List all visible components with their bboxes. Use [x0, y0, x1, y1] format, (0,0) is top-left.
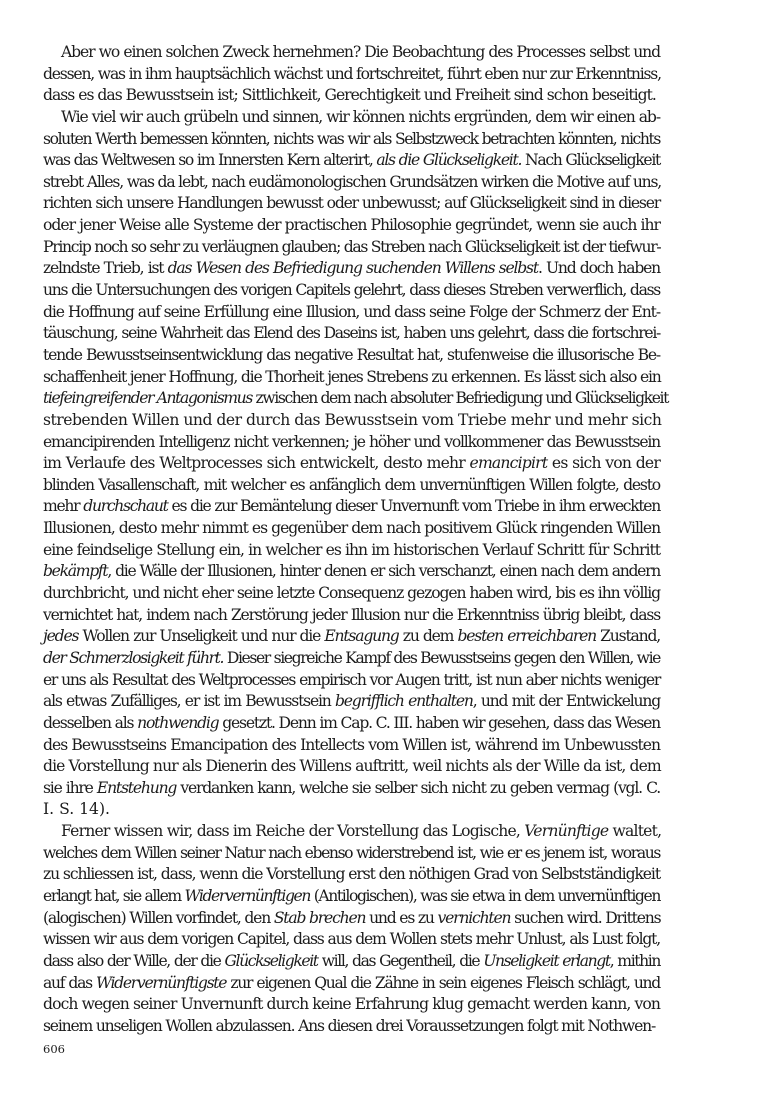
italic-text: Unseligkeit erlangt	[483, 951, 610, 970]
text-span: im Verlaufe des Weltprocesses sich entwickelt, desto mehr	[43, 454, 470, 473]
text-span: Wie viel wir auch grübeln und sinnen, wir können nichts ergründen, dem wir einen ab-	[61, 107, 660, 126]
text-span: durchbricht, und nicht eher seine letzte Consequenz gezogen haben wird, bis es ihn völlig	[43, 584, 660, 603]
text-line	[43, 778, 660, 800]
text-line	[43, 410, 660, 432]
text-span: es die zur Bemäntelung dieser Unvernunft vom Triebe in ihm erweckten	[167, 497, 660, 516]
text-line	[43, 561, 660, 583]
text-span: , mithin	[609, 951, 661, 970]
text-span: die Hoffnung auf seine Erfüllung eine Illusion, und dass seine Folge der Schmerz der Ent-	[43, 302, 660, 321]
text-span: Ferner wissen wir, dass im Reiche der Vorstellung das Logische,	[61, 822, 525, 841]
italic-text: durchschaut	[83, 497, 168, 516]
text-span: täuschung, seine Wahrheit das Elend des Daseins ist, haben uns gelehrt, dass die fortschrei-	[43, 324, 660, 343]
text-line	[43, 756, 660, 778]
italic-text: tiefeingreifender Antagonismus	[43, 389, 252, 408]
text-line	[43, 129, 660, 151]
text-span: verdanken kann, welche sie selber sich nicht zu geben vermag (vgl. C.	[176, 778, 660, 797]
italic-text: Widervernünftigste	[96, 973, 227, 992]
text-span: zu dem	[398, 627, 458, 646]
text-line	[43, 172, 660, 194]
text-span: auf das	[43, 973, 97, 992]
text-line	[43, 864, 660, 886]
text-span: desselben als	[43, 713, 138, 732]
text-line	[43, 367, 660, 389]
text-line	[43, 540, 660, 562]
text-span: dessen, was in ihm hauptsächlich wächst und fortschreitet, führt eben nur zur Erkenntniss,	[43, 64, 661, 83]
text-span: will, das Gegentheil, die	[317, 951, 484, 970]
text-line	[43, 605, 660, 627]
italic-text: jedes	[43, 627, 79, 646]
text-line	[43, 107, 660, 129]
text-line	[43, 626, 660, 648]
text-span: er uns als Resultat des Weltprocesses empirisch vor Augen tritt, ist nun aber nichts weniger	[43, 670, 660, 689]
text-span: zelndste Trieb, ist	[43, 259, 168, 278]
italic-text: Stab brechen	[273, 908, 366, 927]
text-span: Illusionen, desto mehr nimmt es gegenüber dem nach positivem Glück ringenden Willen	[43, 519, 661, 538]
italic-text: das Wesen des Befriedigung suchenden Willens selbst	[167, 259, 538, 278]
text-line	[43, 821, 660, 843]
italic-text: Entstehung	[96, 778, 177, 797]
paragraph	[43, 821, 660, 1037]
text-line	[43, 193, 660, 215]
page-number: 606	[43, 1042, 65, 1056]
italic-text: Vernünftige	[524, 822, 609, 841]
text-line	[43, 648, 660, 670]
text-span: uns die Untersuchungen des vorigen Capitels gelehrt, dass dieses Streben verwerflich, dass	[43, 281, 660, 300]
text-line	[43, 799, 660, 821]
text-span: blinden Vasallenschaft, mit welcher es anfänglich dem unvernünftigen Willen folgte, desto	[43, 475, 660, 494]
text-line	[43, 215, 660, 237]
text-span: erlangt hat, sie allem	[43, 886, 185, 905]
text-line	[43, 280, 660, 302]
text-span: des Bewusstseins Emancipation des Intellects vom Willen ist, während im Unbewussten	[43, 735, 660, 754]
text-line	[43, 475, 660, 497]
text-span: Aber wo einen solchen Zweck hernehmen? Die Beobachtung des Processes selbst und	[61, 43, 660, 61]
text-span: seinem unseligen Wollen abzulassen. Ans diesen drei Voraussetzungen folgt mit Nothwen-	[43, 1016, 656, 1035]
body-text	[43, 42, 669, 1037]
text-span: Princip noch so sehr zu verläugnen glauben; das Streben nach Glückseligkeit ist der tiefwur-	[43, 237, 661, 256]
text-span: zur eigenen Qual die Zähne in sein eigenes Fleisch schlägt, und	[226, 973, 660, 992]
text-line	[43, 302, 660, 324]
text-span: richten sich unsere Handlungen bewusst oder unbewusst; auf Glückseligkeit sind in dieser	[43, 194, 660, 213]
text-span: , die Wälle der Illusionen, hinter denen er sich verschanzt, einen nach dem andern	[107, 562, 660, 581]
text-line	[43, 929, 660, 951]
italic-text: Entsagung	[324, 627, 399, 646]
text-line	[43, 843, 660, 865]
text-line	[43, 994, 660, 1016]
text-span: schaffenheit jener Hoffnung, die Thorheit jenes Strebens zu erkennen. Es lässt sich also ein	[43, 367, 661, 386]
text-line	[43, 453, 660, 475]
text-span: , und mit der Entwickelung	[472, 692, 660, 711]
text-line	[43, 258, 660, 280]
italic-text: begrifflich enthalten	[335, 692, 473, 711]
text-line	[43, 951, 660, 973]
text-line	[43, 323, 660, 345]
text-line	[43, 886, 660, 908]
text-span: strebt Alles, was da lebt, nach eudämonologischen Grundsätzen wirken die Motive auf uns,	[43, 172, 662, 191]
text-span: wissen wir aus dem vorigen Capitel, dass aus dem Wollen stets mehr Unlust, als Lust folgt,	[43, 930, 660, 949]
italic-text: der Schmerzlosigkeit führt.	[43, 648, 224, 667]
text-line	[43, 388, 669, 410]
text-line	[43, 432, 660, 454]
text-line	[43, 735, 660, 757]
paragraph	[43, 107, 669, 821]
text-line	[43, 973, 660, 995]
text-span: zu schliessen ist, dass, wenn die Vorstellung erst den nöthigen Grad von Selbstständigkeit	[43, 865, 660, 884]
text-span: Nach Glückseligkeit	[521, 151, 661, 170]
text-span: und es zu	[365, 908, 438, 927]
italic-text: Glückseligkeit	[224, 951, 318, 970]
text-span: was das Weltwesen so im Innersten Kern alterirt,	[43, 151, 377, 170]
text-span: vernichtet hat, indem nach Zerstörung jeder Illusion nur die Erkenntniss übrig bleibt, dass	[43, 605, 660, 624]
text-span: eine feindselige Stellung ein, in welcher es ihn im historischen Verlauf Schritt für Schritt	[43, 540, 660, 559]
text-line	[43, 85, 660, 107]
italic-text: Widervernünftigen	[184, 886, 311, 905]
text-line	[43, 691, 660, 713]
italic-text: besten erreichbaren	[457, 627, 596, 646]
text-line	[43, 583, 660, 605]
italic-text: emancipirt	[469, 454, 548, 473]
text-span: Zustand,	[595, 627, 660, 646]
text-line	[43, 908, 660, 930]
italic-text: vernichten	[437, 908, 511, 927]
text-span: I. S. 14).	[43, 800, 110, 819]
text-line	[43, 670, 660, 692]
text-line	[43, 150, 660, 172]
text-span: suchen wird. Drittens	[510, 908, 661, 927]
text-span: die Vorstellung nur als Dienerin des Willens auftritt, weil nichts als der Wille da ist, dem	[43, 757, 661, 776]
italic-text: als die Glückseligkeit.	[376, 151, 522, 170]
text-span: Dieser siegreiche Kampf des Bewusstseins gegen den Willen, wie	[223, 648, 660, 667]
text-line	[43, 237, 660, 259]
text-span: dass also der Wille, der die	[43, 951, 225, 970]
text-span: waltet,	[608, 822, 662, 841]
text-span: welches dem Willen seiner Natur nach ebenso widerstrebend ist, wie er es jenem ist, woraus	[43, 843, 660, 862]
text-span: dass es das Bewusstsein ist; Sittlichkeit, Gerechtigkeit und Freiheit sind schon beseitigt.	[43, 86, 656, 105]
text-line	[43, 42, 660, 64]
paragraph	[43, 42, 660, 107]
text-span: emancipirenden Intelligenz nicht verkennen; je höher und vollkommener das Bewusstsein	[43, 432, 660, 451]
text-span: (alogischen) Willen vorfindet, den	[43, 908, 274, 927]
text-span: gesetzt. Denn im Cap. C. III. haben wir gesehen, dass das Wesen	[218, 713, 660, 732]
text-line	[43, 496, 660, 518]
text-span: mehr	[43, 497, 84, 516]
text-span: soluten Werth bemessen könnten, nichts was wir als Selbstzweck betrachten könnten, nichts	[43, 129, 660, 148]
text-span: als etwas Zufälliges, er ist im Bewusstsein	[43, 692, 335, 711]
text-span: zwischen dem nach absoluter Befriedigung und Glückseligkeit	[251, 389, 669, 408]
text-line	[43, 518, 660, 540]
text-span: doch wegen seiner Unvernunft durch keine Erfahrung klug gemacht werden kann, von	[43, 995, 661, 1014]
text-span: oder jener Weise alle Systeme der practischen Philosophie gegründet, wenn sie auch ihr	[43, 216, 660, 235]
text-line	[43, 1016, 660, 1038]
text-span: sie ihre	[43, 778, 97, 797]
text-span: strebenden Willen und der durch das Bewusstsein vom Triebe mehr und mehr sich	[43, 410, 662, 429]
italic-text: nothwendig	[137, 713, 219, 732]
text-line	[43, 64, 660, 86]
text-span: (Antilogischen), was sie etwa in dem unvernünftigen	[310, 886, 660, 905]
text-span: tende Bewusstseinsentwicklung das negative Resultat hat, stufenweise die illusorische Be-	[43, 345, 660, 364]
text-span: es sich von der	[547, 454, 660, 473]
text-line	[43, 713, 660, 735]
italic-text: bekämpft	[43, 562, 108, 581]
text-span: Wollen zur Unseligkeit und nur die	[78, 627, 325, 646]
text-line	[43, 345, 660, 367]
text-span: . Und doch haben	[537, 259, 660, 278]
